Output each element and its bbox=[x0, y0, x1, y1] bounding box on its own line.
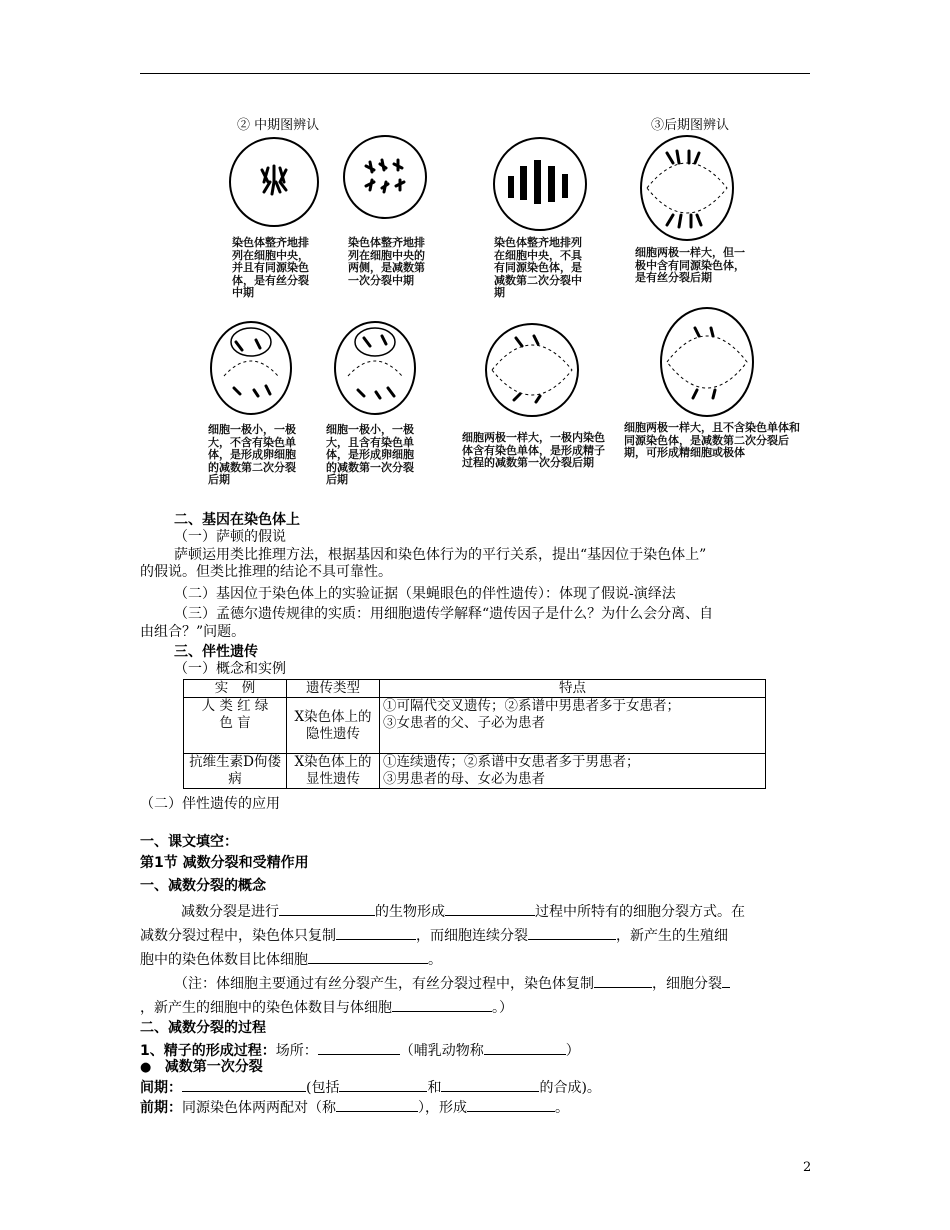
fill-line-7: 间期： (包括 和 的合成)。 bbox=[140, 1077, 601, 1097]
cell-desc-7: 细胞两极一样大，一极内染色体含有染色单体，是形成精子过程的减数第一次分裂后期 bbox=[462, 431, 605, 469]
cell-diagram-oocyte-meiosis2-anaphase bbox=[206, 316, 296, 416]
fill-line-1: 减数分裂是进行 的生物形成 过程中所特有的细胞分裂方式。在 bbox=[181, 901, 745, 921]
blank[interactable] bbox=[467, 1097, 555, 1112]
blank[interactable] bbox=[339, 1077, 427, 1092]
table-cell-features bbox=[380, 698, 766, 754]
blank[interactable] bbox=[308, 949, 428, 964]
blank[interactable] bbox=[441, 1077, 539, 1092]
blank[interactable] bbox=[392, 997, 492, 1012]
fill-line-8: 前期：同源染色体两两配对（称 ），形成 。 bbox=[140, 1097, 569, 1117]
metaphase-caption: ② 中期图辨认 bbox=[237, 118, 320, 133]
bullet-dot-icon: ● bbox=[140, 1060, 152, 1075]
bullet-line: ● 减数第一次分裂 bbox=[140, 1059, 263, 1075]
blank[interactable] bbox=[279, 901, 375, 916]
feature-line: ①连续遗传；②系谱中女患者多于男患者； bbox=[383, 754, 640, 770]
table-header-cell: 特点 bbox=[380, 680, 766, 698]
table-row bbox=[184, 754, 766, 789]
exercise-heading: 一、课文填空： bbox=[140, 834, 238, 850]
table-header-cell: 实 例 bbox=[184, 680, 287, 698]
table-cell-example: 人 类 红 绿 色 盲 bbox=[184, 698, 287, 754]
table-header-row bbox=[184, 680, 766, 698]
fill-line-5: ，新产生的细胞中的染色体数目与体细胞 。） bbox=[140, 997, 513, 1017]
blank[interactable] bbox=[484, 1040, 566, 1055]
feature-line: ③女患者的父、子必为患者 bbox=[383, 715, 545, 731]
table-cell-type: X染色体上的隐性遗传 bbox=[287, 698, 380, 754]
cell-diagram-meiosis2-metaphase bbox=[490, 134, 590, 234]
section2-sub1: （一）萨顿的假说 bbox=[174, 529, 286, 545]
cell-desc-1: 染色体整齐地排列在细胞中央，并且有同源染色体，是有丝分裂中期 bbox=[232, 236, 309, 299]
cell-diagram-oocyte-meiosis1-anaphase bbox=[330, 316, 420, 416]
section3-sub1: （一）概念和实例 bbox=[174, 661, 286, 677]
cell-desc-5: 细胞一极小，一极大，不含有染色单体，是形成卵细胞的减数第二次分裂后期 bbox=[208, 423, 296, 486]
cell-diagram-mitosis-metaphase bbox=[224, 132, 324, 232]
section2-sub3a: （三）孟德尔遗传规律的实质：用细胞遗传学解释“遗传因子是什么？为什么会分离、自 bbox=[174, 606, 714, 622]
table-header-cell: 遗传类型 bbox=[287, 680, 380, 698]
blank[interactable] bbox=[336, 1097, 418, 1112]
cell-desc-8: 细胞两极一样大，且不含染色单体和同源染色体，是减数第二次分裂后期，可形成精细胞或极体 bbox=[624, 421, 800, 459]
section3-heading: 三、伴性遗传 bbox=[174, 644, 258, 660]
section2-p1a: 萨顿运用类比推理方法，根据基因和染色体行为的平行关系，提出“基因位于染色体上” bbox=[174, 547, 707, 563]
fill-line-3: 胞中的染色体数目比体细胞 。 bbox=[140, 949, 442, 969]
cell-desc-2: 染色体整齐地排列在细胞中央的两侧，是减数第一次分裂中期 bbox=[348, 236, 425, 287]
section2-sub3b: 由组合？”问题。 bbox=[140, 624, 246, 640]
blank[interactable] bbox=[182, 1077, 306, 1092]
section2-heading: 二、基因在染色体上 bbox=[174, 512, 300, 528]
table-row bbox=[184, 698, 766, 754]
section2-p1b: 的假说。但类比推理的结论不具可靠性。 bbox=[140, 564, 392, 580]
fill-line-2: 减数分裂过程中，染色体只复制 ，而细胞连续分裂 ，新产生的生殖细 bbox=[140, 925, 728, 945]
cell-diagram-mitosis-anaphase bbox=[637, 133, 737, 243]
anaphase-caption: ③后期图辨认 bbox=[651, 118, 730, 133]
fill-line-6: 1、精子的形成过程：场所： （哺乳动物称 ） bbox=[140, 1040, 580, 1060]
cell-desc-6: 细胞一极小，一极大，且含有染色单体，是形成卵细胞的减数第一次分裂后期 bbox=[326, 423, 414, 486]
cell-diagram-spermatocyte-meiosis1-anaphase bbox=[482, 320, 582, 420]
sex-linked-table bbox=[183, 679, 766, 789]
blank[interactable] bbox=[336, 925, 416, 940]
cell-desc-3: 染色体整齐地排列在细胞中央，不具有同源染色体，是减数第二次分裂中期 bbox=[494, 236, 582, 299]
cell-desc-4: 细胞两极一样大，但一极中含有同源染色体，是有丝分裂后期 bbox=[635, 246, 745, 284]
fill-line-4: （注：体细胞主要通过有丝分裂产生，有丝分裂过程中，染色体复制 ，细胞分裂 bbox=[174, 973, 730, 993]
header-rule bbox=[140, 73, 810, 74]
section2-sub2: （二）基因位于染色体上的实验证据（果蝇眼色的伴性遗传）：体现了假说-演绎法 bbox=[174, 586, 676, 602]
table-cell-type: X染色体上的显性遗传 bbox=[287, 754, 380, 789]
feature-line: ①可隔代交叉遗传；②系谱中男患者多于女患者； bbox=[383, 698, 680, 714]
blank[interactable] bbox=[528, 925, 616, 940]
blank[interactable] bbox=[722, 973, 730, 988]
exercise-section-title: 第1节 减数分裂和受精作用 bbox=[140, 855, 309, 871]
exercise-h2: 二、减数分裂的过程 bbox=[140, 1020, 266, 1036]
exercise-h1: 一、减数分裂的概念 bbox=[140, 878, 266, 894]
table-cell-features bbox=[380, 754, 766, 789]
blank[interactable] bbox=[594, 973, 652, 988]
section3-sub2: （二）伴性遗传的应用 bbox=[140, 796, 280, 812]
page-number: 2 bbox=[803, 1160, 812, 1175]
blank[interactable] bbox=[445, 901, 535, 916]
table-cell-example: 抗维生素D佝偻病 bbox=[184, 754, 287, 789]
blank[interactable] bbox=[318, 1040, 400, 1055]
cell-diagram-meiosis2-anaphase bbox=[657, 304, 757, 420]
cell-diagram-meiosis1-metaphase bbox=[340, 132, 430, 222]
feature-line: ③男患者的母、女必为患者 bbox=[383, 771, 545, 787]
